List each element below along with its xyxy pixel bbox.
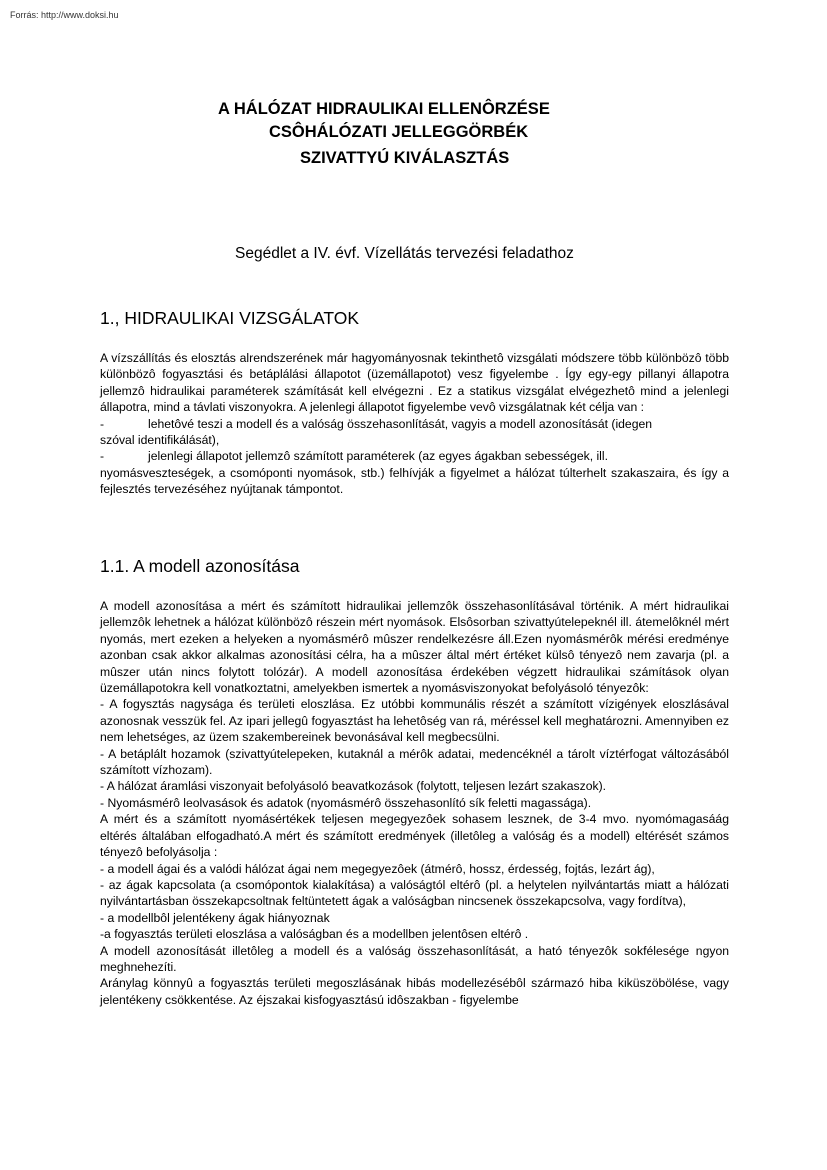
section-1-intro: A vízszállítás és elosztás alrendszerének már hagyományosnak tekinthetô vizsgálati módszere több különbözô több különbözô fogyasztási és betáplálási állapotot (üzemállapotot) vesz figyelembe . Így egy-egy pillanyi állapotra jellemzô hidraulikai paraméterek számítását kell elvégezni . Ez a statikus vizsgálat elvégezhetô mind a jelenlegi állapotra, mind a távlati viszonyokra. A jelenlegi állapotot figyelembe vevô vizsgálatnak két célja van : xyxy=(100,351,729,415)
title-line-2: CSÔHÁLÓZATI JELLEGGÖRBÉK xyxy=(269,123,529,141)
bullet-1-rest: szóval identifikálását), xyxy=(100,433,220,448)
paragraph: A modell azonosítását illetôleg a modell és a valóság összehasonlítását, a ható tényezôk sokfélesége ngyon meghnehezíti. xyxy=(100,943,729,974)
section-1-1-heading: 1.1. A modell azonosítása xyxy=(100,556,300,576)
paragraph: - Nyomásmérô leolvasások és adatok (nyomásmérô összehasonlító sík feletti magassága). xyxy=(100,795,592,810)
paragraph: - A hálózat áramlási viszonyait befolyásoló beavatkozások (folytott, teljesen lezárt szakaszok). xyxy=(100,779,607,794)
paragraph: Aránylag könnyû a fogyasztás területi megoszlásának hibás modellezésébôl származó hiba kiküszöbölése, vagy jelentékeny csökkentése. Az éjszakai kisfogyasztású idôszakban - figyelembe xyxy=(100,976,729,1007)
title-line-1: A HÁLÓZAT HIDRAULIKAI ELLENÔRZÉSE xyxy=(218,100,550,118)
section-1-body xyxy=(100,350,729,498)
section-1-heading: 1., HIDRAULIKAI VIZSGÁLATOK xyxy=(100,308,360,328)
paragraph: - a modell ágai és a valódi hálózat ágai nem megegyezôek (átmérô, hossz, érdesség, fojtás, lezárt ág), xyxy=(100,861,655,876)
paragraph: A mért és a számított nyomásértékek teljesen megegyezôek sohasem lesznek, de 3-4 mvo. nyomómagasáág eltérés általában elfogadható.A mért és számított eredmények (illetôleg a valóság és a modell) eltérését számos tényezô befolyásolja : xyxy=(100,812,729,860)
title-line-3: SZIVATTYÚ KIVÁLASZTÁS xyxy=(300,149,510,167)
paragraph: - a modellbôl jelentékeny ágak hiányoznak xyxy=(100,910,330,925)
source-label: Forrás: http://www.doksi.hu xyxy=(10,10,119,20)
bullet-1 xyxy=(100,416,729,449)
bullet-2-dash: - xyxy=(100,449,105,464)
bullet-2-rest: nyomásveszteségek, a csomóponti nyomások, stb.) felhívják a figyelmet a hálózat túlterhelt szakaszaira, és így a fejlesztés tervezéséhez nyújtanak támpontot. xyxy=(100,465,729,497)
section-1-1-body xyxy=(100,598,729,1008)
subtitle: Segédlet a IV. évf. Vízellátás tervezési feladathoz xyxy=(235,245,574,262)
bullet-1-first-line: lehetôvé teszi a modell és a valóság összehasonlítását, vagyis a modell azonosítását (idegen xyxy=(148,416,653,431)
paragraph: - A fogysztás nagysága és területi eloszlása. Ez utóbbi kommunális részét a számított vízigények eloszlásával azonosnak vesszük fel. Az ipari jellegû fogyasztást ha lehetôség van rá, méréssel kell meghatározni. Amennyiben ez nem lehetséges, az üzem szakembereinek bevonásával kell megbecsülni. xyxy=(100,697,729,745)
bullet-1-dash: - xyxy=(100,416,105,431)
paragraph: - az ágak kapcsolata (a csomópontok kialakítása) a valóságtól eltérô (pl. a helytelen nyilvántartás miatt a hálózati nyilvántartásban összekapcsoltnak feltüntetett ágak a valóságban nincsenek összekapcsolva, vagy fordítva), xyxy=(100,877,729,909)
paragraph: -a fogyasztás területi eloszlása a valóságban és a modellben jelentôsen eltérô . xyxy=(100,927,529,942)
paragraph: - A betáplált hozamok (szivattyútelepeken, kutaknál a mérôk adatai, medencéknél a tárolt víztérfogat változásából számított vízhozam). xyxy=(100,746,729,778)
bullet-2 xyxy=(100,448,729,497)
bullet-2-first-line: jelenlegi állapotot jellemzô számított paraméterek (az egyes ágakban sebességek, ill. xyxy=(148,449,608,464)
paragraph: A modell azonosítása a mért és számított hidraulikai jellemzôk összehasonlításával történik. A mért hidraulikai jellemzôk lehetnek a hálózat különbözô részein mért nyomások. Elsôsorban szivattyútelepeknél ill. átemelôknél mért nyomás, mert ezeken a helyeken a nyomásmérô mûszer rendelkezésre áll.Ezen nyomásmérôk mérési eredménye azonban csak akkor alkalmas azonosítási célra, ha a mûszer által mért értéket külsô tényezô nem zavarja (pl. a mûszer után nincs folytott tolózár). A modell azonosítása érdekében végzett hidraulikai számítások olyan üzemállapotokra kell vonatkoztatni, amelyekben ismertek a nyomásviszonyokat befolyásoló tényezôk: xyxy=(100,599,729,696)
